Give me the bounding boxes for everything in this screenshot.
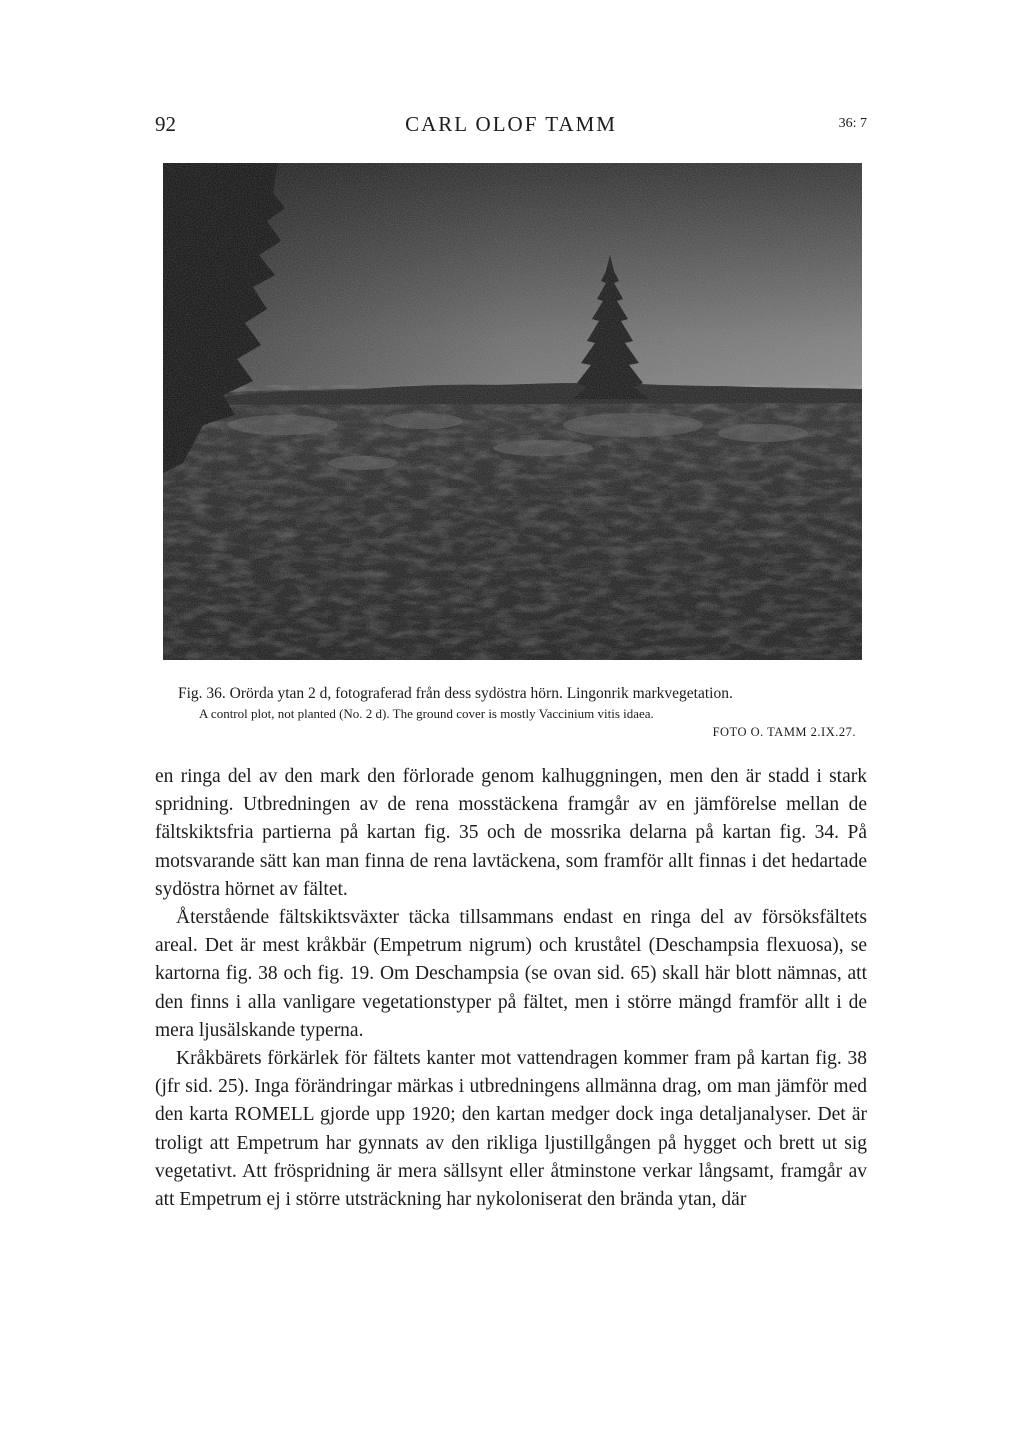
section-number: 36: 7 bbox=[838, 116, 867, 131]
page-number: 92 bbox=[155, 112, 176, 136]
figure-caption bbox=[178, 683, 862, 741]
paragraph: Återstående fältskiktsväxter täcka tillsammans endast en ringa del av försöksfältets areal. Det är mest kråkbär (Empetrum nigrum) och kruståtel (Deschampsia flexuosa), se kartorna fig. 38 och fig. 19. Om Deschampsia (se ovan sid. 65) skall här blott nämnas, att den finns i alla vanligare vegetationstyper på fältet, men i större mängd framför allt i de mera ljusälskande typerna. bbox=[155, 907, 867, 1041]
running-title: CARL OLOF TAMM bbox=[405, 112, 617, 136]
paragraph: Kråkbärets förkärlek för fältets kanter mot vattendragen kommer fram på kartan fig. 38 (jfr sid. 25). Inga förändringar märkas i utbredningens allmänna drag, om man jämför med den karta ROMELL gjorde upp 1920; den kartan medger dock inga detaljanalyser. Det är troligt att Empetrum har gynnats av den rikliga ljustillgången på hygget och brett ut sig vegetativt. Att fröspridning är mera sällsynt eller åtminstone verkar långsamt, framgår av att Empetrum ej i större utsträckning har nykoloniserat den brända ytan, där bbox=[155, 1048, 867, 1211]
paragraph: en ringa del av den mark den förlorade genom kalhuggningen, men den är stadd i stark spridning. Utbredningen av de rena mosstäckena framgår av en jämförelse mellan de fältskiktsfria partierna på kartan fig. 35 och de mossrika delarna på kartan fig. 34. På motsvarande sätt kan man finna de rena lavtäckena, som framför allt finnas i det hedartade sydöstra hörnet av fältet. bbox=[155, 766, 867, 900]
running-header bbox=[155, 112, 867, 142]
figure-photo bbox=[163, 163, 862, 660]
photo-credit: FOTO O. TAMM 2.IX.27. bbox=[712, 725, 856, 739]
caption-swedish: Fig. 36. Orörda ytan 2 d, fotograferad från dess sydöstra hörn. Lingonrik markvegetation. bbox=[178, 685, 733, 702]
body-text bbox=[155, 763, 867, 1214]
caption-english: A control plot, not planted (No. 2 d). The ground cover is mostly Vaccinium vitis idaea. bbox=[199, 706, 654, 721]
